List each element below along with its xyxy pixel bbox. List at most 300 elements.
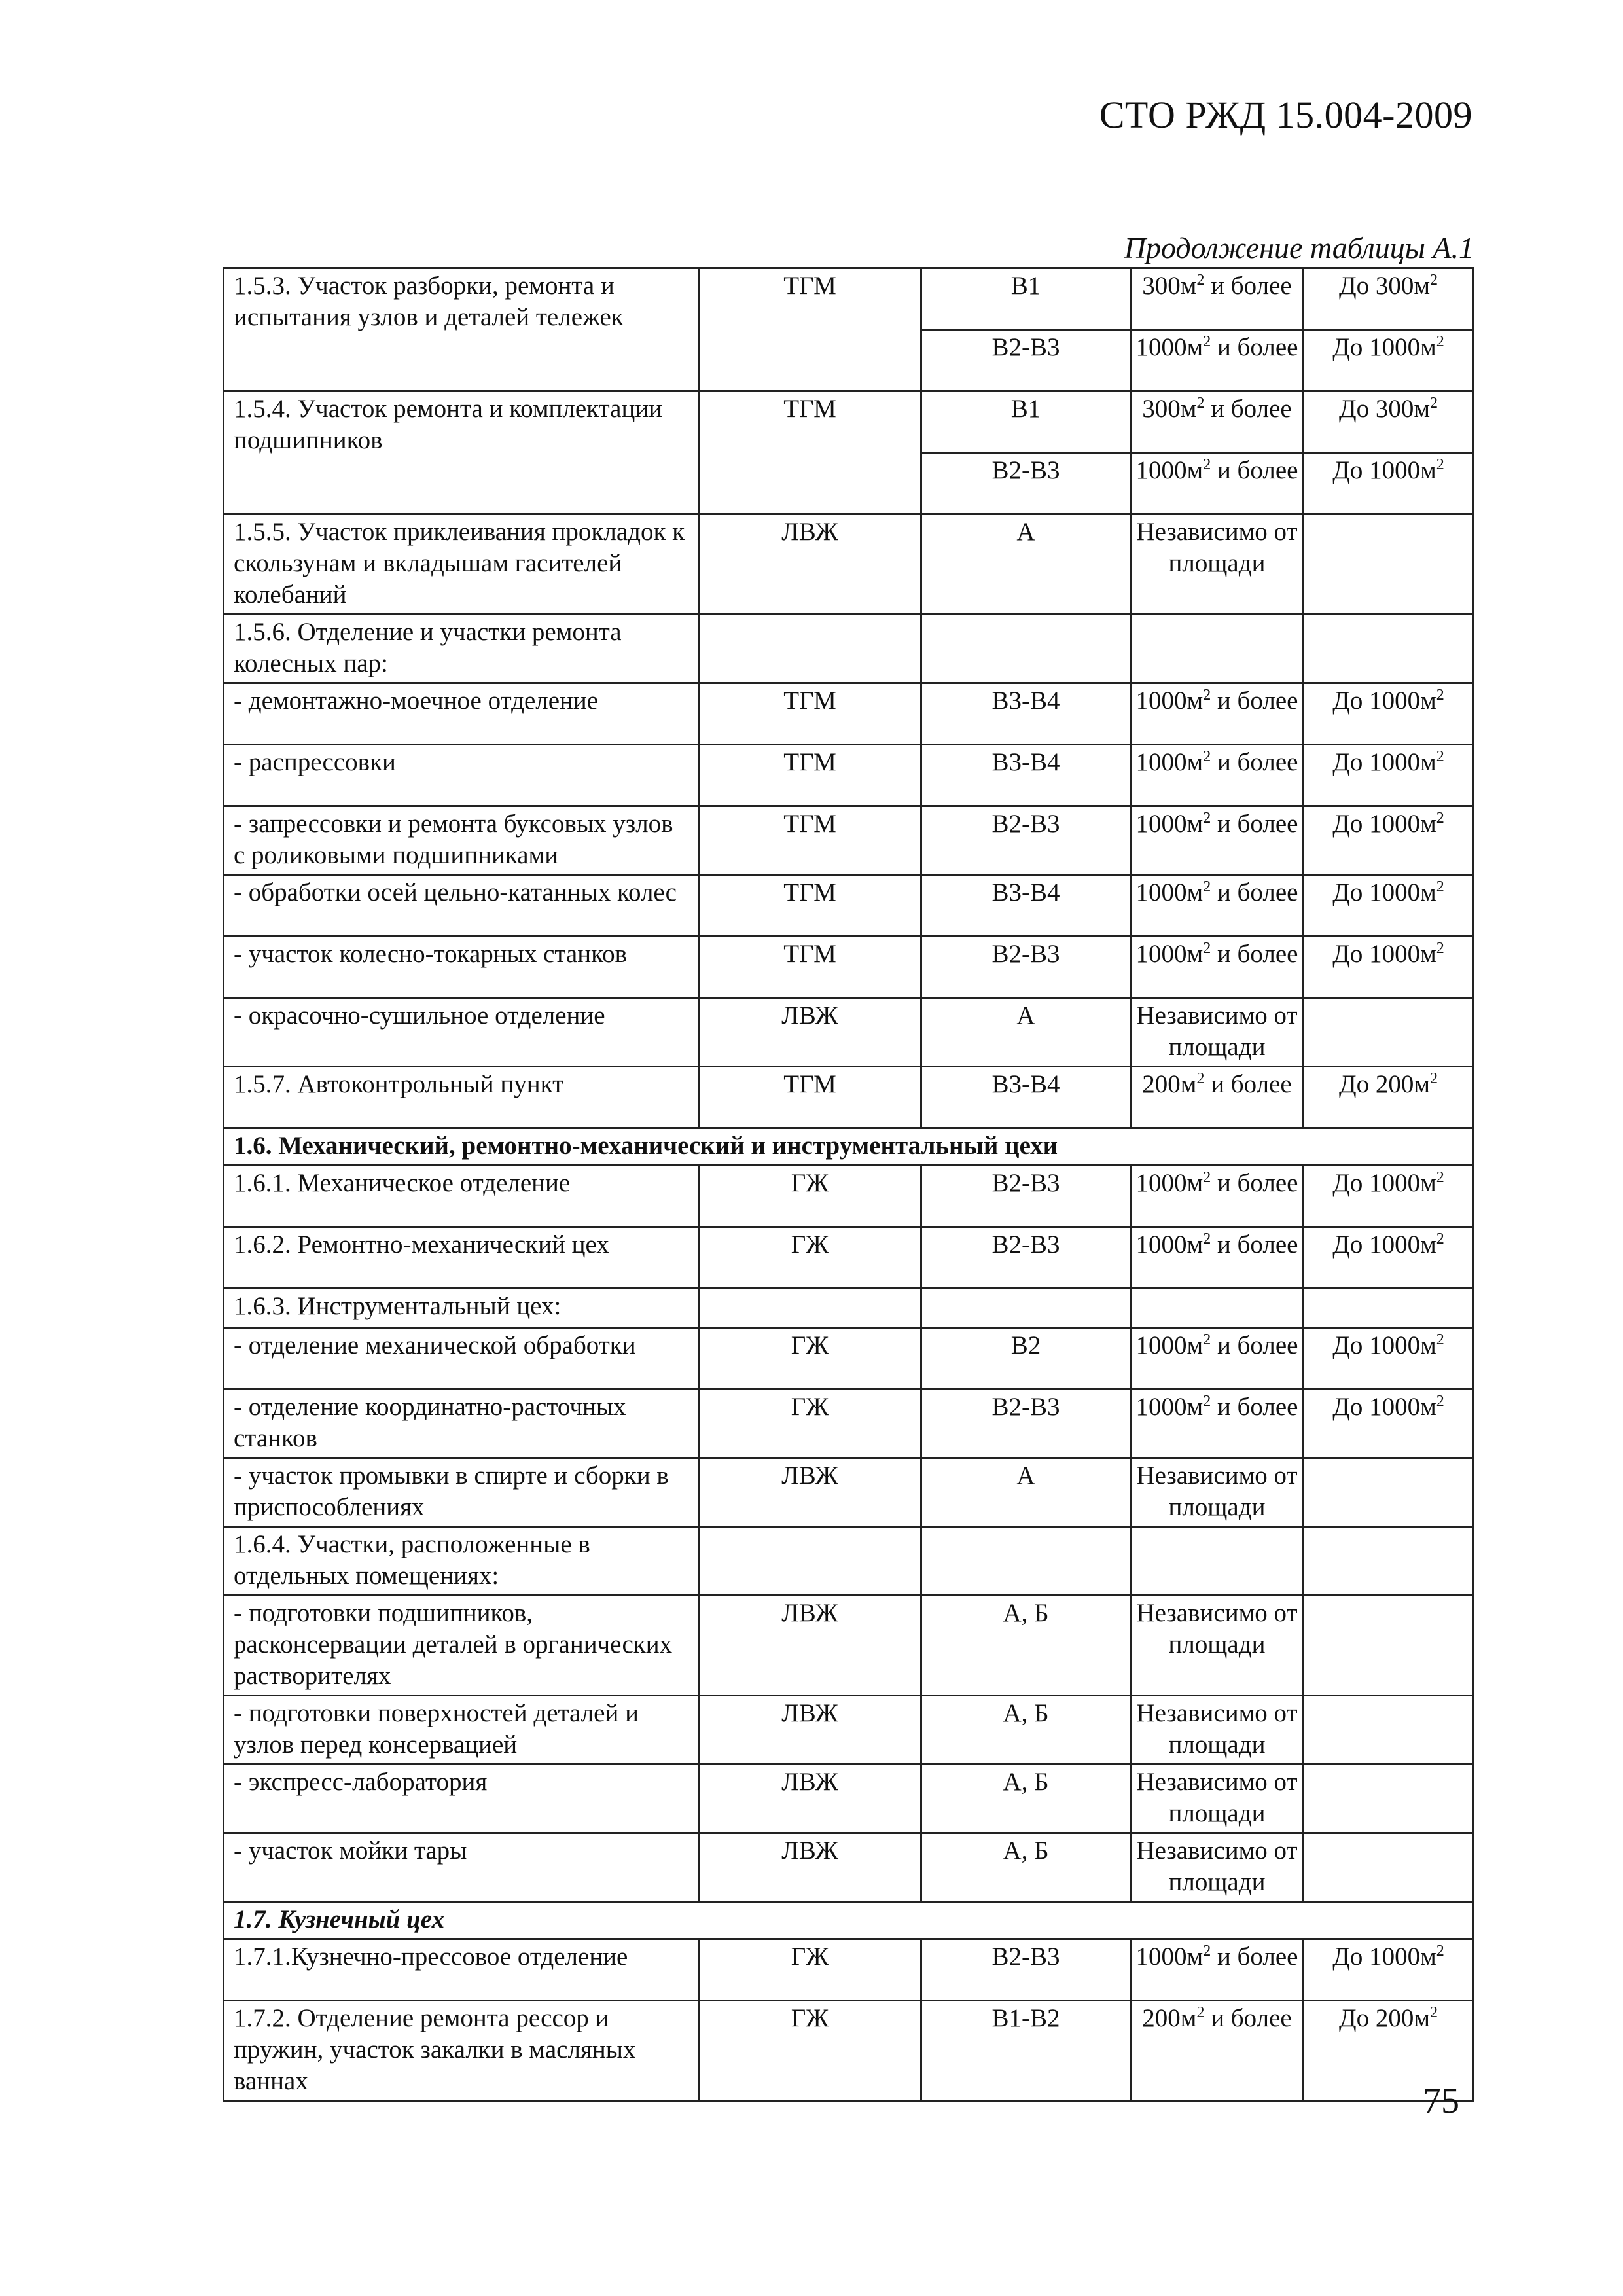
area-cell: [1131, 1696, 1304, 1765]
premises-name: 1.7.1.Кузнечно-прессовое отделение: [234, 1943, 628, 1971]
premises-name: 1.6.1. Механическое отделение: [234, 1169, 571, 1197]
limit-value-exponent: 2: [1436, 810, 1444, 827]
area-value-exponent: 2: [1203, 333, 1211, 350]
area-cell: [1131, 1765, 1304, 1833]
area-suffix: и более: [1204, 1070, 1292, 1098]
premises-name-cell: [224, 2001, 699, 2101]
premises-name-cell: [224, 1596, 699, 1696]
table-row: [224, 1289, 1474, 1328]
category-cell: [921, 1527, 1131, 1596]
premises-name: - запрессовки и ремонта буксовых узлов с роликовыми подшипниками: [234, 810, 673, 869]
limit-cell: [1304, 330, 1474, 391]
limit-value: До 1000м: [1332, 810, 1436, 838]
table-row: [224, 998, 1474, 1067]
limit-cell: [1304, 1289, 1474, 1328]
table-row: [224, 1227, 1474, 1289]
medium-cell: [699, 1596, 921, 1696]
area-value-exponent: 2: [1196, 1070, 1205, 1087]
limit-cell: [1304, 1067, 1474, 1128]
premises-name-cell: [224, 1458, 699, 1527]
medium-cell: [699, 683, 921, 745]
area-value-exponent: 2: [1203, 1943, 1211, 1960]
limit-cell: [1304, 683, 1474, 745]
category-cell: [921, 1227, 1131, 1289]
limit-value-exponent: 2: [1436, 1943, 1444, 1960]
limit-value-exponent: 2: [1436, 687, 1444, 704]
area-suffix: и более: [1211, 940, 1298, 968]
premises-name: - отделение механической обработки: [234, 1331, 636, 1359]
area-cell: [1131, 1527, 1304, 1596]
premises-name-cell: [224, 1289, 699, 1328]
premises-name-cell: [224, 998, 699, 1067]
limit-value-exponent: 2: [1436, 748, 1444, 765]
limit-cell: [1304, 875, 1474, 937]
table-row: [224, 1696, 1474, 1765]
area-value: 1000м: [1135, 1393, 1204, 1421]
medium-cell: [699, 615, 921, 683]
area-suffix: и более: [1211, 1331, 1298, 1359]
medium-value: ГЖ: [791, 2004, 829, 2032]
limit-value: До 1000м: [1332, 1943, 1436, 1971]
area-suffix: и более: [1211, 810, 1298, 838]
limit-value-exponent: 2: [1436, 1169, 1444, 1186]
category-value: В3-В4: [991, 1070, 1060, 1098]
medium-value: ЛВЖ: [781, 518, 838, 546]
premises-name: 1.6.2. Ремонтно-механический цех: [234, 1230, 609, 1259]
limit-value: До 1000м: [1332, 1169, 1436, 1197]
area-value-exponent: 2: [1196, 395, 1205, 412]
limit-value-exponent: 2: [1430, 272, 1438, 289]
area-value: 1000м: [1135, 878, 1204, 906]
area-value: 1000м: [1135, 1169, 1204, 1197]
limit-cell: [1304, 745, 1474, 806]
area-cell: [1131, 937, 1304, 998]
medium-cell: [699, 1227, 921, 1289]
premises-name-cell: [224, 1328, 699, 1390]
category-value: А, Б: [1003, 1768, 1049, 1796]
area-cell: [1131, 514, 1304, 615]
area-cell: [1131, 745, 1304, 806]
medium-cell: [699, 745, 921, 806]
premises-name-cell: [224, 683, 699, 745]
area-suffix: и более: [1211, 1169, 1298, 1197]
premises-name: 1.6.4. Участки, расположенные в отдельных помещениях:: [234, 1530, 590, 1590]
table-row: [224, 937, 1474, 998]
area-value-exponent: 2: [1203, 1331, 1211, 1348]
table-row: [224, 1166, 1474, 1227]
medium-value: ТГМ: [783, 748, 836, 776]
limit-value-exponent: 2: [1430, 1070, 1438, 1087]
medium-cell: [699, 1390, 921, 1458]
medium-cell: [699, 1696, 921, 1765]
limit-value: До 1000м: [1332, 1331, 1436, 1359]
premises-name: - распрессовки: [234, 748, 396, 776]
area-suffix: и более: [1211, 687, 1298, 715]
premises-name-cell: [224, 806, 699, 875]
medium-cell: [699, 514, 921, 615]
limit-value: До 1000м: [1332, 1393, 1436, 1421]
area-cell: [1131, 330, 1304, 391]
area-cell: [1131, 1596, 1304, 1696]
area-cell: [1131, 1227, 1304, 1289]
category-cell: [921, 514, 1131, 615]
category-value: А: [1016, 518, 1035, 546]
premises-name-cell: [224, 1527, 699, 1596]
medium-cell: [699, 268, 921, 391]
document-header: СТО РЖД 15.004-2009: [1099, 94, 1472, 136]
category-value: А, Б: [1003, 1699, 1049, 1727]
table-row: [224, 1765, 1474, 1833]
table-row: [224, 1833, 1474, 1902]
limit-cell: [1304, 806, 1474, 875]
area-value: 1000м: [1135, 748, 1204, 776]
limit-value: До 300м: [1338, 395, 1431, 423]
premises-name-cell: [224, 1227, 699, 1289]
medium-value: ЛВЖ: [781, 1768, 838, 1796]
category-cell: [921, 391, 1131, 453]
premises-name: - подготовки подшипников, расконсервации деталей в органических растворителях: [234, 1599, 673, 1690]
category-cell: [921, 683, 1131, 745]
medium-value: ЛВЖ: [781, 1001, 838, 1030]
area-value-exponent: 2: [1203, 1393, 1211, 1410]
medium-cell: [699, 1166, 921, 1227]
area-suffix: и более: [1204, 2004, 1292, 2032]
area-cell: [1131, 1166, 1304, 1227]
premises-name: - экспресс-лаборатория: [234, 1768, 488, 1796]
limit-cell: [1304, 998, 1474, 1067]
medium-value: ГЖ: [791, 1331, 829, 1359]
table-row: [224, 1458, 1474, 1527]
limit-value-exponent: 2: [1430, 395, 1438, 412]
premises-name: 1.5.7. Автоконтрольный пункт: [234, 1070, 564, 1098]
medium-cell: [699, 1458, 921, 1527]
category-cell: [921, 1067, 1131, 1128]
premises-name-cell: [224, 514, 699, 615]
category-cell: [921, 453, 1131, 514]
area-suffix: и более: [1211, 1943, 1298, 1971]
table-row: [224, 391, 1474, 453]
premises-name: - подготовки поверхностей деталей и узлов перед консервацией: [234, 1699, 639, 1759]
premises-name: 1.5.3. Участок разборки, ремонта и испытания узлов и деталей тележек: [234, 272, 624, 331]
category-value: В3-В4: [991, 687, 1060, 715]
limit-value: До 200м: [1338, 1070, 1431, 1098]
premises-name: 1.5.4. Участок ремонта и комплектации подшипников: [234, 395, 663, 454]
medium-cell: [699, 1527, 921, 1596]
category-cell: [921, 615, 1131, 683]
category-cell: [921, 1833, 1131, 1902]
category-cell: [921, 1328, 1131, 1390]
premises-name-cell: [224, 391, 699, 514]
area-value: Независимо от площади: [1136, 1001, 1298, 1061]
premises-name-cell: [224, 1939, 699, 2001]
category-value: А: [1016, 1462, 1035, 1490]
section-title: 1.7. Кузнечный цех: [234, 1905, 445, 1933]
area-value: 1000м: [1135, 333, 1204, 361]
category-value: А, Б: [1003, 1837, 1049, 1865]
table-row: [224, 1527, 1474, 1596]
limit-value: До 1000м: [1332, 333, 1436, 361]
category-value: В1: [1010, 395, 1041, 423]
medium-value: ТГМ: [783, 810, 836, 838]
medium-value: ГЖ: [791, 1943, 829, 1971]
premises-name-cell: [224, 615, 699, 683]
limit-cell: [1304, 1458, 1474, 1527]
table-row: [224, 1390, 1474, 1458]
area-value-exponent: 2: [1196, 2004, 1205, 2021]
table-row: [224, 1596, 1474, 1696]
category-value: В2-В3: [991, 810, 1060, 838]
area-cell: [1131, 683, 1304, 745]
category-value: В1: [1010, 272, 1041, 300]
table-row: [224, 615, 1474, 683]
area-value: Независимо от площади: [1136, 518, 1298, 577]
limit-value: До 1000м: [1332, 878, 1436, 906]
category-value: В2-В3: [991, 1169, 1060, 1197]
area-value: Независимо от площади: [1136, 1599, 1298, 1659]
premises-name-cell: [224, 268, 699, 391]
limit-value-exponent: 2: [1436, 1230, 1444, 1247]
table-row: [224, 806, 1474, 875]
area-cell: [1131, 1328, 1304, 1390]
medium-cell: [699, 2001, 921, 2101]
area-suffix: и более: [1204, 395, 1292, 423]
category-cell: [921, 1939, 1131, 2001]
limit-cell: [1304, 1166, 1474, 1227]
area-suffix: и более: [1211, 456, 1298, 484]
category-cell: [921, 998, 1131, 1067]
area-value-exponent: 2: [1196, 272, 1205, 289]
table-row: [224, 1067, 1474, 1128]
category-cell: [921, 1390, 1131, 1458]
limit-cell: [1304, 1939, 1474, 2001]
area-cell: [1131, 1458, 1304, 1527]
medium-value: ТГМ: [783, 940, 836, 968]
medium-cell: [699, 1067, 921, 1128]
category-cell: [921, 1289, 1131, 1328]
area-suffix: и более: [1211, 748, 1298, 776]
limit-value-exponent: 2: [1436, 456, 1444, 473]
area-value: 1000м: [1135, 687, 1204, 715]
area-suffix: и более: [1211, 1230, 1298, 1259]
limit-value-exponent: 2: [1436, 1393, 1444, 1410]
area-value-exponent: 2: [1203, 1169, 1211, 1186]
section-title-cell: [224, 1902, 1474, 1939]
area-value: 300м: [1142, 272, 1197, 300]
area-cell: [1131, 1939, 1304, 2001]
medium-cell: [699, 1289, 921, 1328]
medium-value: ЛВЖ: [781, 1699, 838, 1727]
premises-name-cell: [224, 937, 699, 998]
area-value: 200м: [1142, 2004, 1197, 2032]
limit-cell: [1304, 268, 1474, 330]
category-value: В3-В4: [991, 748, 1060, 776]
medium-value: ГЖ: [791, 1230, 829, 1259]
area-cell: [1131, 875, 1304, 937]
limit-value-exponent: 2: [1430, 2004, 1438, 2021]
category-cell: [921, 330, 1131, 391]
area-value: 1000м: [1135, 940, 1204, 968]
limit-value: До 1000м: [1332, 748, 1436, 776]
table-row: [224, 745, 1474, 806]
limit-value-exponent: 2: [1436, 333, 1444, 350]
area-cell: [1131, 1289, 1304, 1328]
category-cell: [921, 937, 1131, 998]
medium-value: ГЖ: [791, 1393, 829, 1421]
area-value-exponent: 2: [1203, 456, 1211, 473]
limit-cell: [1304, 937, 1474, 998]
category-cell: [921, 1596, 1131, 1696]
area-cell: [1131, 806, 1304, 875]
limit-value: До 1000м: [1332, 687, 1436, 715]
limit-value: До 1000м: [1332, 1230, 1436, 1259]
area-value: Независимо от площади: [1136, 1462, 1298, 1521]
category-cell: [921, 806, 1131, 875]
limit-value-exponent: 2: [1436, 878, 1444, 895]
premises-name: - демонтажно-моечное отделение: [234, 687, 599, 715]
area-value: Независимо от площади: [1136, 1699, 1298, 1759]
table-row: [224, 514, 1474, 615]
limit-cell: [1304, 1696, 1474, 1765]
limit-cell: [1304, 453, 1474, 514]
area-value: 1000м: [1135, 810, 1204, 838]
norms-table: [223, 267, 1474, 2102]
table-row: [224, 2001, 1474, 2101]
limit-cell: [1304, 1227, 1474, 1289]
area-suffix: и более: [1211, 878, 1298, 906]
limit-value-exponent: 2: [1436, 940, 1444, 957]
table-row: [224, 268, 1474, 330]
category-value: В1-В2: [991, 2004, 1060, 2032]
category-value: В2-В3: [991, 1230, 1060, 1259]
limit-cell: [1304, 1328, 1474, 1390]
area-value: 1000м: [1135, 1943, 1204, 1971]
medium-value: ЛВЖ: [781, 1599, 838, 1627]
premises-name: 1.7.2. Отделение ремонта рессор и пружин, участок закалки в масляных ваннах: [234, 2004, 636, 2095]
category-cell: [921, 745, 1131, 806]
category-cell: [921, 2001, 1131, 2101]
medium-cell: [699, 1328, 921, 1390]
limit-value: До 1000м: [1332, 456, 1436, 484]
limit-value-exponent: 2: [1436, 1331, 1444, 1348]
area-value-exponent: 2: [1203, 1230, 1211, 1247]
area-cell: [1131, 1067, 1304, 1128]
category-cell: [921, 1765, 1131, 1833]
table-row: [224, 875, 1474, 937]
area-suffix: и более: [1211, 1393, 1298, 1421]
area-value-exponent: 2: [1203, 687, 1211, 704]
medium-cell: [699, 998, 921, 1067]
category-value: В2-В3: [991, 456, 1060, 484]
area-cell: [1131, 453, 1304, 514]
category-cell: [921, 1458, 1131, 1527]
premises-name: - обработки осей цельно-катанных колес: [234, 878, 677, 906]
medium-value: ЛВЖ: [781, 1837, 838, 1865]
medium-cell: [699, 806, 921, 875]
limit-cell: [1304, 615, 1474, 683]
medium-value: ГЖ: [791, 1169, 829, 1197]
medium-value: ТГМ: [783, 878, 836, 906]
limit-cell: [1304, 1390, 1474, 1458]
table-row: [224, 683, 1474, 745]
limit-value: До 300м: [1338, 272, 1431, 300]
limit-cell: [1304, 514, 1474, 615]
area-value: 1000м: [1135, 1331, 1204, 1359]
premises-name-cell: [224, 1166, 699, 1227]
section-title-cell: [224, 1128, 1474, 1166]
medium-cell: [699, 875, 921, 937]
area-cell: [1131, 391, 1304, 453]
medium-value: ТГМ: [783, 272, 836, 300]
premises-name: - окрасочно-сушильное отделение: [234, 1001, 605, 1030]
limit-cell: [1304, 1596, 1474, 1696]
table-caption: Продолжение таблицы А.1: [1124, 231, 1474, 264]
section-row: [224, 1128, 1474, 1166]
limit-cell: [1304, 1527, 1474, 1596]
premises-name: - участок промывки в спирте и сборки в приспособлениях: [234, 1462, 669, 1521]
norms-table-body: [224, 268, 1474, 2101]
category-cell: [921, 268, 1131, 330]
medium-cell: [699, 937, 921, 998]
premises-name: 1.6.3. Инструментальный цех:: [234, 1292, 562, 1320]
medium-cell: [699, 1765, 921, 1833]
medium-cell: [699, 1833, 921, 1902]
premises-name: - участок колесно-токарных станков: [234, 940, 627, 968]
area-value: 300м: [1142, 395, 1197, 423]
category-value: В2-В3: [991, 1943, 1060, 1971]
premises-name: 1.5.6. Отделение и участки ремонта колесных пар:: [234, 618, 622, 677]
premises-name-cell: [224, 1833, 699, 1902]
page-number: 75: [1423, 2081, 1459, 2121]
area-value: Независимо от площади: [1136, 1837, 1298, 1896]
area-cell: [1131, 268, 1304, 330]
medium-value: ТГМ: [783, 687, 836, 715]
area-value-exponent: 2: [1203, 940, 1211, 957]
premises-name: - участок мойки тары: [234, 1837, 467, 1865]
medium-value: ТГМ: [783, 395, 836, 423]
medium-cell: [699, 391, 921, 514]
premises-name-cell: [224, 1067, 699, 1128]
limit-cell: [1304, 391, 1474, 453]
premises-name-cell: [224, 875, 699, 937]
premises-name: - отделение координатно-расточных станков: [234, 1393, 626, 1452]
section-row: [224, 1902, 1474, 1939]
limit-cell: [1304, 1833, 1474, 1902]
medium-cell: [699, 1939, 921, 2001]
category-value: А: [1016, 1001, 1035, 1030]
premises-name: 1.5.5. Участок приклеивания прокладок к скользунам и вкладышам гасителей колебаний: [234, 518, 685, 609]
area-cell: [1131, 998, 1304, 1067]
medium-value: ТГМ: [783, 1070, 836, 1098]
area-cell: [1131, 615, 1304, 683]
premises-name-cell: [224, 1696, 699, 1765]
limit-cell: [1304, 1765, 1474, 1833]
area-cell: [1131, 2001, 1304, 2101]
area-value: 1000м: [1135, 456, 1204, 484]
area-value-exponent: 2: [1203, 810, 1211, 827]
category-value: А, Б: [1003, 1599, 1049, 1627]
category-cell: [921, 1696, 1131, 1765]
area-cell: [1131, 1390, 1304, 1458]
category-cell: [921, 1166, 1131, 1227]
limit-value: До 1000м: [1332, 940, 1436, 968]
area-value-exponent: 2: [1203, 748, 1211, 765]
area-suffix: и более: [1204, 272, 1292, 300]
area-suffix: и более: [1211, 333, 1298, 361]
category-value: В2: [1010, 1331, 1041, 1359]
premises-name-cell: [224, 745, 699, 806]
medium-value: ЛВЖ: [781, 1462, 838, 1490]
category-value: В2-В3: [991, 940, 1060, 968]
